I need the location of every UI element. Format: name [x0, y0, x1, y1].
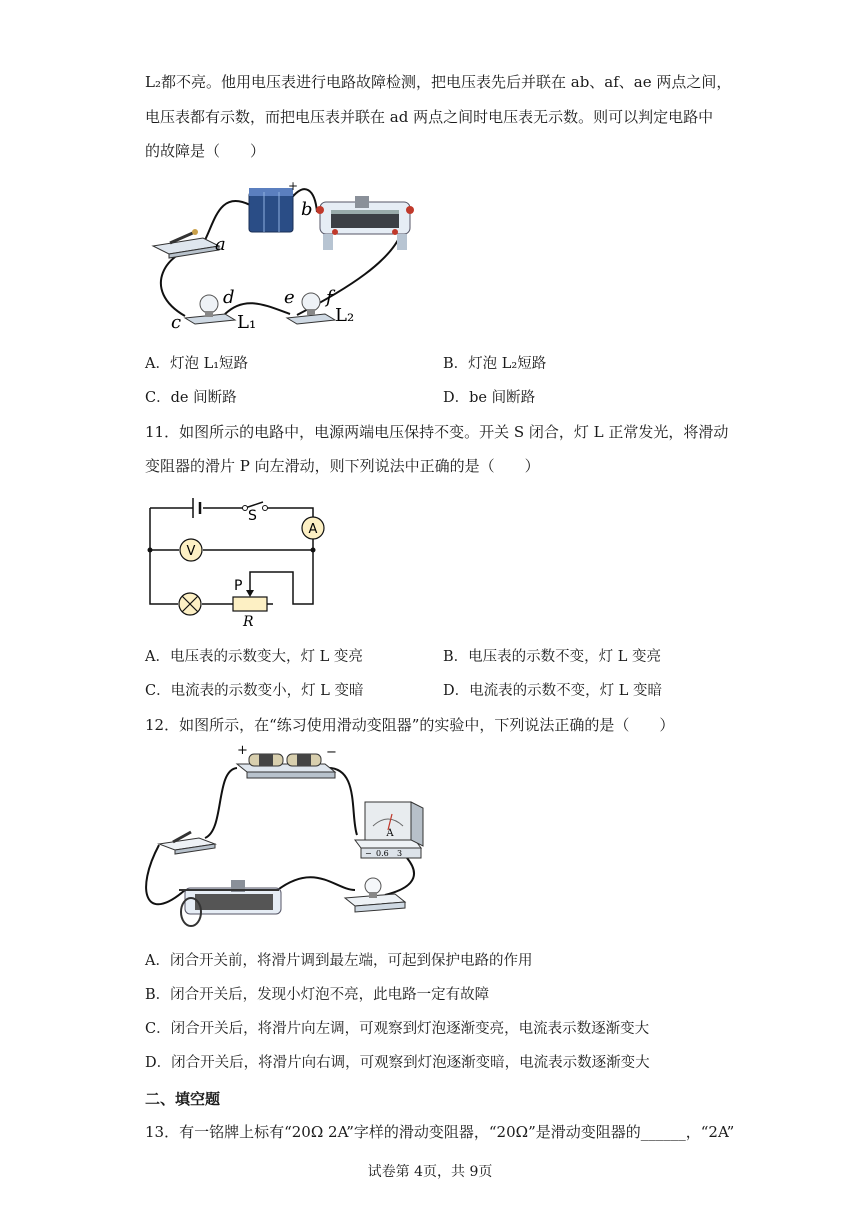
- q10-option-d[interactable]: D．be 间断路: [443, 390, 536, 406]
- rheostat-2: [179, 880, 281, 926]
- switch-label: S: [248, 508, 257, 524]
- q10-option-c[interactable]: C．de 间断路: [145, 390, 237, 406]
- q11-option-b[interactable]: B．电压表的示数不变，灯 L 变亮: [443, 649, 662, 665]
- label-d: d: [223, 287, 235, 308]
- label-c: c: [171, 312, 182, 333]
- ammeter-dial-label: A: [386, 828, 394, 839]
- label-e: e: [284, 287, 295, 308]
- q11-option-d[interactable]: D．电流表的示数不变，灯 L 变暗: [443, 683, 662, 699]
- q11-option-c[interactable]: C．电流表的示数变小，灯 L 变暗: [145, 683, 364, 699]
- q12-line1: 12．如图所示，在“练习使用滑动变阻器”的实验中，下列说法正确的是（ ）: [145, 716, 675, 734]
- label-l2: L₂: [335, 305, 355, 326]
- q10-option-a[interactable]: A．灯泡 L₁短路: [145, 356, 249, 372]
- battery-minus: −: [326, 745, 337, 760]
- q10-option-b[interactable]: B．灯泡 L₂短路: [443, 356, 547, 372]
- q11-line1: 11．如图所示的电路中，电源两端电压保持不变。开关 S 闭合，灯 L 正常发光，将滑动: [145, 423, 729, 441]
- ammeter-terminal-06: 0.6: [376, 849, 389, 858]
- rheostat: [316, 196, 414, 250]
- battery-pack: [249, 188, 293, 232]
- knife-switch-2: [159, 832, 215, 854]
- resistor-label: R: [243, 614, 254, 630]
- q10-line1: L₂都不亮。他用电压表进行电路故障检测，把电压表先后并联在 ab、af、ae 两点之间，: [145, 73, 732, 91]
- q10-circuit-figure: [145, 180, 445, 340]
- voltmeter-label: V: [186, 544, 196, 559]
- q11-line2: 变阻器的滑片 P 向左滑动，则下列说法中正确的是（ ）: [145, 457, 540, 475]
- ammeter-terminal-3: 3: [397, 849, 403, 858]
- section-heading-fill-blank: 二、填空题: [145, 1090, 221, 1108]
- ammeter-terminal-minus: −: [365, 849, 372, 858]
- label-f: f: [326, 287, 333, 308]
- label-a: a: [215, 234, 226, 255]
- battery-plus-label: +: [288, 180, 299, 193]
- label-l1: L₁: [237, 312, 257, 333]
- slider-label: P: [234, 578, 243, 594]
- q12-option-a[interactable]: A．闭合开关前，将滑片调到最左端，可起到保护电路的作用: [145, 953, 533, 969]
- ammeter-label: A: [308, 522, 318, 537]
- q10-line3: 的故障是（ ）: [145, 142, 266, 160]
- q12-option-c[interactable]: C．闭合开关后，将滑片向左调，可观察到灯泡逐渐变亮，电流表示数逐渐变大: [145, 1021, 650, 1037]
- q13-line1: 13．有一铭牌上标有“20Ω 2A”字样的滑动变阻器，“20Ω”是滑动变阻器的______，“2A”: [145, 1123, 735, 1141]
- label-b: b: [301, 199, 313, 220]
- q12-experiment-figure: [145, 740, 445, 940]
- q11-circuit-diagram: [145, 490, 335, 630]
- q12-option-b[interactable]: B．闭合开关后，发现小灯泡不亮，此电路一定有故障: [145, 987, 490, 1003]
- q11-option-a[interactable]: A．电压表的示数变大，灯 L 变亮: [145, 649, 363, 665]
- q10-line2: 电压表都有示数，而把电压表并联在 ad 两点之间时电压表无示数。则可以判定电路中: [145, 108, 714, 126]
- q12-option-d[interactable]: D．闭合开关后，将滑片向右调，可观察到灯泡逐渐变暗，电流表示数逐渐变大: [145, 1055, 650, 1071]
- lamp-device: [345, 878, 405, 912]
- page-footer: 试卷第 4页，共 9页: [367, 1164, 493, 1180]
- battery-plus: +: [237, 743, 248, 758]
- battery-holder: [237, 754, 335, 778]
